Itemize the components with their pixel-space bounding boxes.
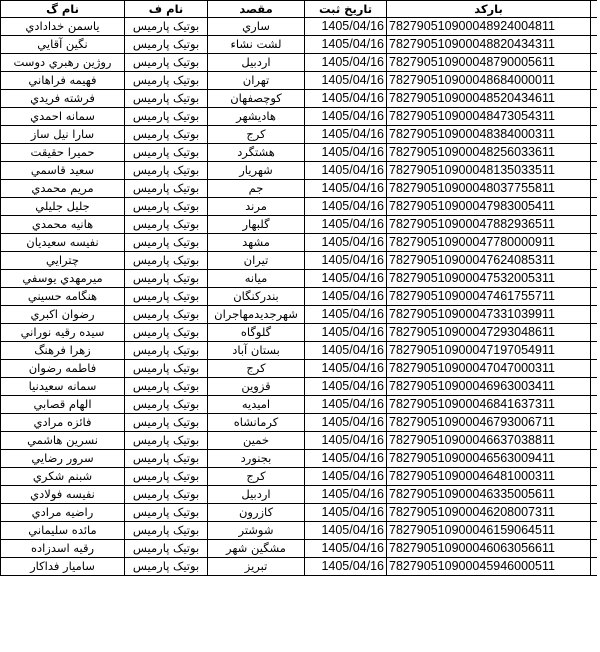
table-row (1, 360, 597, 378)
table-row (1, 396, 597, 414)
receiver-cell: ميرمهدي يوسفي (1, 270, 125, 288)
table-row (1, 108, 597, 126)
barcode-cell: 782790510900047331039911 (387, 306, 591, 324)
date-cell: 1405/04/16 (305, 558, 387, 576)
receiver-cell: هانيه محمدي (1, 216, 125, 234)
table-row (1, 36, 597, 54)
receiver-cell: سارا نيل ساز (1, 126, 125, 144)
sender-cell: بوتيک پارميس (125, 450, 208, 468)
date-cell: 1405/04/16 (305, 36, 387, 54)
table-row (1, 342, 597, 360)
sender-cell: بوتيک پارميس (125, 234, 208, 252)
destination-cell: لشت نشاء (208, 36, 305, 54)
sender-cell: بوتيک پارميس (125, 270, 208, 288)
receiver-cell: الهام قصابي (1, 396, 125, 414)
sender-cell: بوتيک پارميس (125, 504, 208, 522)
edge-cell (591, 288, 597, 306)
edge-cell (591, 144, 597, 162)
sender-cell: بوتيک پارميس (125, 18, 208, 36)
table-row (1, 18, 597, 36)
date-cell: 1405/04/16 (305, 18, 387, 36)
sender-cell: بوتيک پارميس (125, 144, 208, 162)
date-cell: 1405/04/16 (305, 252, 387, 270)
destination-cell: خمين (208, 432, 305, 450)
edge-cell (591, 90, 597, 108)
destination-cell: مشگين شهر (208, 540, 305, 558)
receiver-cell: جليل جليلي (1, 198, 125, 216)
sender-cell: بوتيک پارميس (125, 396, 208, 414)
sender-cell: بوتيک پارميس (125, 108, 208, 126)
destination-cell: جم (208, 180, 305, 198)
barcode-cell: 782790510900048520434611 (387, 90, 591, 108)
date-cell: 1405/04/16 (305, 468, 387, 486)
date-cell: 1405/04/16 (305, 486, 387, 504)
table-row (1, 180, 597, 198)
edge-cell (591, 522, 597, 540)
receiver-cell: فهيمه فراهاني (1, 72, 125, 90)
date-cell: 1405/04/16 (305, 450, 387, 468)
sender-cell: بوتيک پارميس (125, 432, 208, 450)
receiver-cell: ساميار فداکار (1, 558, 125, 576)
barcode-cell: 782790510900047882936511 (387, 216, 591, 234)
destination-cell: مشهد (208, 234, 305, 252)
edge-cell (591, 306, 597, 324)
receiver-cell: نسرين هاشمي (1, 432, 125, 450)
destination-cell: ميانه (208, 270, 305, 288)
date-cell: 1405/04/16 (305, 144, 387, 162)
date-cell: 1405/04/16 (305, 414, 387, 432)
sender-cell: بوتيک پارميس (125, 306, 208, 324)
receiver-cell: ياسمن خدادادي (1, 18, 125, 36)
edge-cell (591, 180, 597, 198)
edge-column-header (591, 1, 597, 18)
sender-cell: بوتيک پارميس (125, 360, 208, 378)
destination-cell: کوچصفهان (208, 90, 305, 108)
date-cell: 1405/04/16 (305, 216, 387, 234)
receiver-cell: سعيد قاسمي (1, 162, 125, 180)
sender-cell: بوتيک پارميس (125, 216, 208, 234)
receiver-cell: سمانه سعيدنيا (1, 378, 125, 396)
table-row (1, 540, 597, 558)
barcode-cell: 782790510900046963003411 (387, 378, 591, 396)
date-cell: 1405/04/16 (305, 324, 387, 342)
barcode-cell: 782790510900047532005311 (387, 270, 591, 288)
edge-cell (591, 324, 597, 342)
date-cell: 1405/04/16 (305, 54, 387, 72)
sender-header: نام ف (125, 1, 208, 18)
date-cell: 1405/04/16 (305, 342, 387, 360)
destination-cell: شهرجديدمهاجران (208, 306, 305, 324)
sender-cell: بوتيک پارميس (125, 252, 208, 270)
sender-cell: بوتيک پارميس (125, 378, 208, 396)
destination-cell: شهريار (208, 162, 305, 180)
destination-cell: اردبيل (208, 486, 305, 504)
receiver-cell: زهرا فرهنگ (1, 342, 125, 360)
destination-cell: کازرون (208, 504, 305, 522)
barcode-cell: 782790510900045946000511 (387, 558, 591, 576)
date-cell: 1405/04/16 (305, 306, 387, 324)
date-cell: 1405/04/16 (305, 198, 387, 216)
sender-cell: بوتيک پارميس (125, 324, 208, 342)
date-cell: 1405/04/16 (305, 522, 387, 540)
receiver-cell: مائده سليماني (1, 522, 125, 540)
table-row (1, 504, 597, 522)
edge-cell (591, 72, 597, 90)
barcode-cell: 782790510900048924004811 (387, 18, 591, 36)
table-row (1, 306, 597, 324)
destination-cell: قزوين (208, 378, 305, 396)
edge-cell (591, 18, 597, 36)
table-row (1, 252, 597, 270)
date-cell: 1405/04/16 (305, 126, 387, 144)
destination-cell: کرج (208, 126, 305, 144)
receiver-cell: فاطمه رضوان (1, 360, 125, 378)
sender-cell: بوتيک پارميس (125, 180, 208, 198)
destination-cell: بستان آباد (208, 342, 305, 360)
barcode-cell: 782790510900046159064511 (387, 522, 591, 540)
destination-cell: هاديشهر (208, 108, 305, 126)
destination-cell: اميديه (208, 396, 305, 414)
receiver-cell: رقيه اسدزاده (1, 540, 125, 558)
barcode-cell: 782790510900046841637311 (387, 396, 591, 414)
sender-cell: بوتيک پارميس (125, 342, 208, 360)
sender-cell: بوتيک پارميس (125, 36, 208, 54)
receiver-cell: سيده رقيه نوراني (1, 324, 125, 342)
receiver-cell: سمانه احمدي (1, 108, 125, 126)
edge-cell (591, 450, 597, 468)
receiver-cell: هنگامه حسيني (1, 288, 125, 306)
edge-cell (591, 360, 597, 378)
edge-cell (591, 432, 597, 450)
table-row (1, 288, 597, 306)
receiver-cell: نگين آقايي (1, 36, 125, 54)
date-cell: 1405/04/16 (305, 540, 387, 558)
destination-cell: هشتگرد (208, 144, 305, 162)
barcode-cell: 782790510900046637038811 (387, 432, 591, 450)
edge-cell (591, 414, 597, 432)
destination-cell: تبريز (208, 558, 305, 576)
receiver-cell: رضوان اکبري (1, 306, 125, 324)
date-cell: 1405/04/16 (305, 162, 387, 180)
barcode-cell: 782790510900047461755711 (387, 288, 591, 306)
table-row (1, 468, 597, 486)
edge-cell (591, 342, 597, 360)
edge-cell (591, 216, 597, 234)
sender-cell: بوتيک پارميس (125, 198, 208, 216)
receiver-cell: چترايي (1, 252, 125, 270)
barcode-cell: 782790510900046063056611 (387, 540, 591, 558)
receiver-cell: نفيسه فولادي (1, 486, 125, 504)
barcode-cell: 782790510900048790005611 (387, 54, 591, 72)
barcode-cell: 782790510900046563009411 (387, 450, 591, 468)
receiver-cell: روژين رهبري دوست (1, 54, 125, 72)
table-row (1, 378, 597, 396)
table-row (1, 324, 597, 342)
receiver-header: نام گ (1, 1, 125, 18)
table-row (1, 450, 597, 468)
table-row (1, 54, 597, 72)
barcode-cell: 782790510900047197054911 (387, 342, 591, 360)
receiver-cell: سرور رضايي (1, 450, 125, 468)
table-row (1, 414, 597, 432)
table-row (1, 198, 597, 216)
edge-cell (591, 54, 597, 72)
edge-cell (591, 234, 597, 252)
date-cell: 1405/04/16 (305, 504, 387, 522)
barcode-cell: 782790510900047983005411 (387, 198, 591, 216)
sender-cell: بوتيک پارميس (125, 522, 208, 540)
sender-cell: بوتيک پارميس (125, 162, 208, 180)
date-cell: 1405/04/16 (305, 396, 387, 414)
destination-cell: مرند (208, 198, 305, 216)
table-row (1, 90, 597, 108)
barcode-cell: 782790510900048473054311 (387, 108, 591, 126)
receiver-cell: راضيه مرادي (1, 504, 125, 522)
barcode-cell: 782790510900048384000311 (387, 126, 591, 144)
table-row (1, 216, 597, 234)
barcode-cell: 782790510900047780000911 (387, 234, 591, 252)
sender-cell: بوتيک پارميس (125, 540, 208, 558)
edge-cell (591, 126, 597, 144)
sender-cell: بوتيک پارميس (125, 288, 208, 306)
receiver-cell: حميرا حقيقت (1, 144, 125, 162)
table-row (1, 234, 597, 252)
destination-cell: ساري (208, 18, 305, 36)
barcode-cell: 782790510900046208007311 (387, 504, 591, 522)
destination-cell: تيران (208, 252, 305, 270)
sender-cell: بوتيک پارميس (125, 54, 208, 72)
table-row (1, 558, 597, 576)
date-cell: 1405/04/16 (305, 180, 387, 198)
edge-cell (591, 108, 597, 126)
barcode-cell: 782790510900048037755811 (387, 180, 591, 198)
destination-header: مقصد (208, 1, 305, 18)
sender-cell: بوتيک پارميس (125, 558, 208, 576)
destination-cell: شوشتر (208, 522, 305, 540)
barcode-cell: 782790510900048820434311 (387, 36, 591, 54)
destination-cell: گلوگاه (208, 324, 305, 342)
sender-cell: بوتيک پارميس (125, 468, 208, 486)
sender-cell: بوتيک پارميس (125, 90, 208, 108)
date-cell: 1405/04/16 (305, 288, 387, 306)
receiver-cell: فرشته فريدي (1, 90, 125, 108)
table-row (1, 126, 597, 144)
date-cell: 1405/04/16 (305, 72, 387, 90)
barcode-cell: 782790510900048684000011 (387, 72, 591, 90)
date-cell: 1405/04/16 (305, 90, 387, 108)
edge-cell (591, 378, 597, 396)
date-header: تاریخ ثبت (305, 1, 387, 18)
table-row (1, 72, 597, 90)
receiver-cell: مريم محمدي (1, 180, 125, 198)
header-row (1, 1, 597, 18)
receiver-cell: شبنم شکري (1, 468, 125, 486)
sender-cell: بوتيک پارميس (125, 486, 208, 504)
table-row (1, 162, 597, 180)
destination-cell: کرمانشاه (208, 414, 305, 432)
date-cell: 1405/04/16 (305, 360, 387, 378)
barcode-cell: 782790510900046335005611 (387, 486, 591, 504)
edge-cell (591, 558, 597, 576)
table-row (1, 144, 597, 162)
edge-cell (591, 468, 597, 486)
edge-cell (591, 162, 597, 180)
destination-cell: تهران (208, 72, 305, 90)
edge-cell (591, 486, 597, 504)
destination-cell: کرج (208, 468, 305, 486)
barcode-header: بارکد (387, 1, 591, 18)
destination-cell: گلبهار (208, 216, 305, 234)
table-row (1, 432, 597, 450)
receiver-cell: نفيسه سعيديان (1, 234, 125, 252)
destination-cell: بجنورد (208, 450, 305, 468)
edge-cell (591, 540, 597, 558)
edge-cell (591, 504, 597, 522)
date-cell: 1405/04/16 (305, 432, 387, 450)
sender-cell: بوتيک پارميس (125, 414, 208, 432)
edge-cell (591, 270, 597, 288)
date-cell: 1405/04/16 (305, 270, 387, 288)
edge-cell (591, 396, 597, 414)
date-cell: 1405/04/16 (305, 234, 387, 252)
table-row (1, 270, 597, 288)
barcode-cell: 782790510900048135033511 (387, 162, 591, 180)
barcode-cell: 782790510900047293048611 (387, 324, 591, 342)
edge-cell (591, 198, 597, 216)
sender-cell: بوتيک پارميس (125, 72, 208, 90)
date-cell: 1405/04/16 (305, 378, 387, 396)
barcode-cell: 782790510900047624085311 (387, 252, 591, 270)
destination-cell: بندرکنگان (208, 288, 305, 306)
table-row (1, 486, 597, 504)
destination-cell: کرج (208, 360, 305, 378)
receiver-cell: فائزه مرادي (1, 414, 125, 432)
edge-cell (591, 36, 597, 54)
barcode-cell: 782790510900047047000311 (387, 360, 591, 378)
date-cell: 1405/04/16 (305, 108, 387, 126)
barcode-cell: 782790510900046793006711 (387, 414, 591, 432)
sender-cell: بوتيک پارميس (125, 126, 208, 144)
table-row (1, 522, 597, 540)
barcode-cell: 782790510900046481000311 (387, 468, 591, 486)
destination-cell: اردبيل (208, 54, 305, 72)
barcode-cell: 782790510900048256033611 (387, 144, 591, 162)
edge-cell (591, 252, 597, 270)
